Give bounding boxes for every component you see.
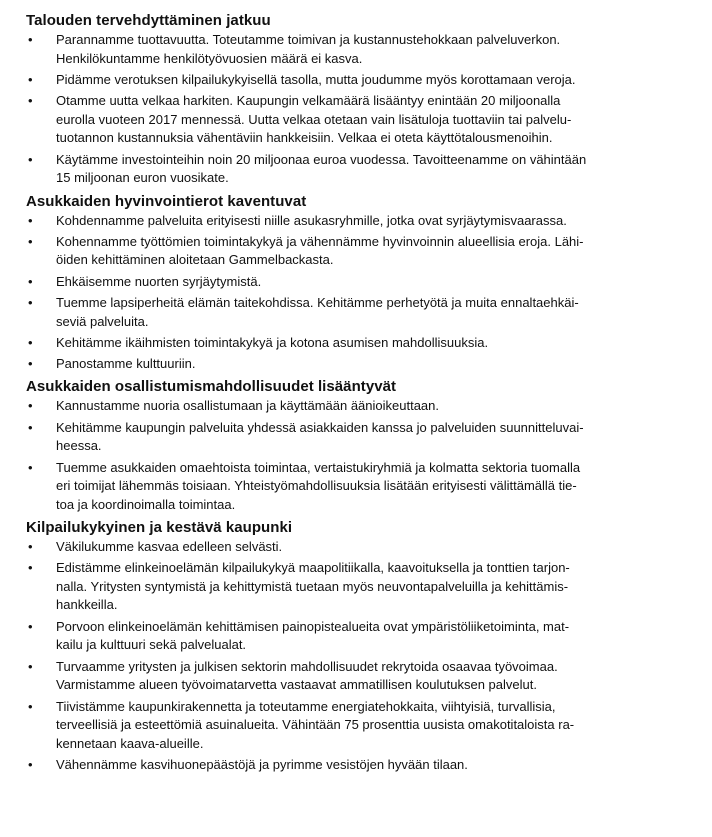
- section-heading: Asukkaiden hyvinvointierot kaventuvat: [26, 192, 307, 210]
- bullet-text-line: hankkeilla.: [56, 597, 118, 613]
- bullet-item: [26, 71, 686, 90]
- bullet-item: [26, 419, 686, 456]
- bullet-text-line: • Parannamme tuottavuutta. Toteutamme toimivan ja kustannustehokkaan palveluverkon.: [56, 32, 561, 47]
- bullet-text-line: • Kohdennamme palveluita erityisesti niille asukasryhmille, jotka ovat syrjäytymisvaarassa.: [56, 212, 567, 228]
- bullet-text-line: • Pidämme verotuksen kilpailukykyisellä tasolla, mutta joudumme myös korottamaan veroja.: [56, 71, 576, 87]
- bullet-text-line: eri toimijat lähemmäs toisiaan. Yhteistyömahdollisuuksia lisätään erityisesti välittämällä tie-: [56, 478, 577, 494]
- bullet-text-line: • Kannustamme nuoria osallistumaan ja käyttämään äänioikeuttaan.: [56, 398, 440, 414]
- bullet-text-line: • Vähennämme kasvihuonepäästöjä ja pyrimme vesistöjen hyvään tilaan.: [56, 756, 468, 772]
- bullet-item: [26, 618, 686, 655]
- bullet-text-line: terveellisiä ja esteettömiä asuinalueita. Vähintään 75 prosenttia uusista omakotitaloista ra-: [56, 717, 575, 733]
- bullet-text-line: • Tiivistämme kaupunkirakennetta ja toteutamme energiatehokkaita, viihtyisiä, turvallisia,: [56, 698, 556, 714]
- bullet-text-line: • Edistämme elinkeinoelämän kilpailukykyä maapolitiikalla, kaavoituksella ja tonttien tarjon-: [56, 560, 570, 576]
- bullet-text-line: • Kehitämme kaupungin palveluita yhdessä asiakkaiden kanssa jo palveluiden suunnitteluvai-: [56, 419, 584, 435]
- section-heading: Asukkaiden osallistumismahdollisuudet lisääntyvät: [26, 378, 397, 396]
- bullet-text-line: • Turvaamme yritysten ja julkisen sektorin mahdollisuudet rekrytoida osaavaa työvoimaa.: [56, 658, 558, 674]
- bullet-text-line: kennetaan kaava-alueille.: [56, 735, 204, 751]
- bullet-text-line: Henkilökuntamme henkilötyövuosien määrä ei kasva.: [56, 50, 363, 66]
- bullet-text-line: • Tuemme lapsiperheitä elämän taitekohdissa. Kehitämme perhetyötä ja muita ennaltaehkäi-: [56, 294, 579, 310]
- bullet-item: [26, 233, 686, 270]
- bullet-item: [26, 212, 686, 231]
- bullet-item: [26, 658, 686, 695]
- bullet-text-line: • Porvoon elinkeinoelämän kehittämisen painopistealueita ovat ympäristöliiketoiminta, mat-: [56, 618, 570, 634]
- bullet-item: [26, 294, 686, 331]
- bullet-text-line: nalla. Yritysten syntymistä ja kehittymistä tuetaan myös neuvontapalveluilla ja kehittämis-: [56, 578, 569, 594]
- bullet-list: [26, 397, 686, 514]
- section: [26, 517, 686, 775]
- bullet-item: [26, 756, 686, 775]
- bullet-text-line: tuotannon kustannuksia vähentäviin hankkeisiin. Velkaa ei oteta käyttötalousmenoihin.: [56, 130, 553, 146]
- bullet-text-line: kailu ja kulttuuri sekä palvelualat.: [56, 637, 247, 653]
- bullet-text-line: • Käytämme investointeihin noin 20 miljoonaa euroa vuodessa. Tavoitteenamme on vähintään: [56, 151, 587, 167]
- bullet-item: [26, 538, 686, 557]
- bullet-item: [26, 355, 686, 374]
- section-heading: Kilpailukykyinen ja kestävä kaupunki: [26, 519, 293, 536]
- bullet-text-line: • Otamme uutta velkaa harkiten. Kaupungin velkamäärä lisääntyy enintään 20 miljoonalla: [56, 93, 561, 109]
- bullet-list: [26, 212, 686, 374]
- bullet-item: [26, 273, 686, 292]
- section: [26, 376, 686, 514]
- bullet-item: [26, 698, 686, 754]
- bullet-list: [26, 31, 686, 188]
- bullet-text-line: Varmistamme alueen työvoimatarvetta vastaavat ammatillisen koulutuksen palvelut.: [56, 677, 537, 693]
- bullet-text-line: • Kehitämme ikäihmisten toimintakykyä ja kotona asumisen mahdollisuuksia.: [56, 334, 489, 350]
- bullet-text-line: eurolla vuoteen 2017 mennessä. Uutta velkaa otetaan vain lisätuloja tuottaviin tai palvelu-: [56, 111, 572, 127]
- bullet-text-line: • Ehkäisemme nuorten syrjäytymistä.: [56, 273, 262, 289]
- bullet-text-line: öiden kehittäminen aloitetaan Gammelbackasta.: [56, 252, 334, 268]
- section: [26, 10, 686, 188]
- bullet-text-line: seviä palveluita.: [56, 313, 149, 329]
- section: [26, 191, 686, 374]
- bullet-item: [26, 397, 686, 416]
- bullet-text-line: • Tuemme asukkaiden omaehtoista toimintaa, vertaistukiryhmiä ja kolmatta sektoria tuomalla: [56, 459, 581, 475]
- bullet-text-line: toa ja koordinoimalla toimintaa.: [56, 496, 236, 512]
- bullet-item: [26, 151, 686, 188]
- bullet-item: [26, 459, 686, 515]
- bullet-text-line: • Kohennamme työttömien toimintakykyä ja vähennämme hyvinvoinnin alueellisia eroja. Lähi-: [56, 233, 584, 249]
- bullet-text-line: heessa.: [56, 438, 102, 454]
- bullet-text-line: 15 miljoonan euron vuosikate.: [56, 170, 229, 186]
- bullet-text-line: • Panostamme kulttuuriin.: [56, 356, 196, 372]
- section-heading: Talouden tervehdyttäminen jatkuu: [26, 12, 271, 29]
- bullet-list: [26, 538, 686, 775]
- bullet-item: [26, 92, 686, 148]
- bullet-item: [26, 31, 686, 68]
- bullet-text-line: • Väkilukumme kasvaa edelleen selvästi.: [56, 539, 283, 554]
- bullet-item: [26, 559, 686, 615]
- bullet-item: [26, 334, 686, 353]
